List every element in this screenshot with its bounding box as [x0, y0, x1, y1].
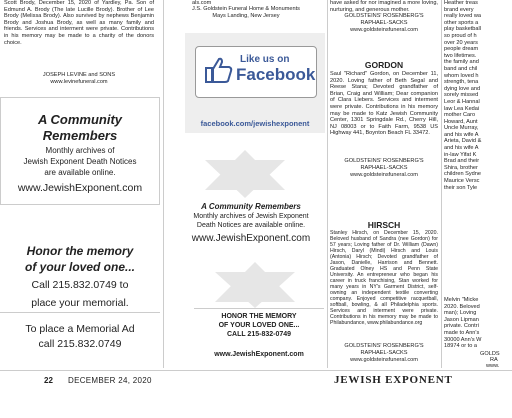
remembers-title-line-1: A Community — [37, 112, 123, 127]
obit-top-url[interactable]: www.goldsteinsfuneral.com — [350, 27, 418, 33]
top-line-3: Mays Landing, New Jersey — [212, 13, 280, 19]
col4-bottom-line: Melvin "Micke — [444, 297, 479, 303]
col4-top-line: really loved wa — [444, 13, 481, 20]
col4-top-line: dying love and — [444, 85, 481, 92]
col4-top-line: Brad and their — [444, 158, 480, 165]
col4-bottom-line: man); Loving — [444, 310, 477, 317]
gordon-home-2: RAPHAEL-SACKS — [360, 165, 408, 171]
col4-home-2: RA — [490, 357, 498, 363]
col4-home: GOLDS — [480, 351, 500, 357]
community-remembers-ad — [0, 97, 160, 205]
remembers-url[interactable]: www.JewishExponent.com — [17, 182, 143, 194]
col4-top-line: over 20 years — [444, 39, 478, 46]
gordon-url[interactable]: www.goldsteinsfuneral.com — [350, 172, 418, 178]
col4-top-line: Leor & Hannal — [444, 98, 480, 105]
col4-bottom-line: made to Ann's — [444, 329, 480, 336]
page-number: 22 — [44, 376, 53, 385]
facebook-brand: Facebook — [236, 65, 316, 84]
funeral-home-name: JOSEPH LEVINE and SONS — [42, 72, 116, 78]
obituary-brody: Scott Brody, December 15, 2020 of Yardley, Pa. Son of Edmund A. Brody (The late Lucille Brody). Brother of Lee Brody (Melissa Brody). Also survived by nephews Benjamin Brody and Joshua Brody, as well as many family and friends. Services and interment were private. Contributions in his memory may be made to a charity of the donors choice. — [4, 0, 154, 46]
star-of-david-icon-2 — [185, 252, 325, 310]
col4-top-line: other sports a — [444, 19, 479, 26]
thumbs-up-icon — [204, 55, 234, 85]
col4-top-line: children Sydne — [444, 171, 482, 178]
column-divider-1 — [163, 0, 164, 368]
col4-top-line: Uncle Murray, — [444, 125, 479, 132]
col4-top-line: brand every — [444, 6, 474, 13]
honor-2-line-1: HONOR THE MEMORY — [221, 313, 297, 320]
remembers-title-2: A Community Remembers — [201, 202, 301, 211]
honor-line-1: Honor the memory — [26, 244, 134, 258]
hirsch-obituary: Stanley Hirsch, on December 15, 2020. Beloved husband of Sandra (nee Gordon) for 57 years; Loving father of Dr. William (Dawn) Hirsch, Daryl (Mindi) Hirsch and Louis (Antonia) Hirsch; Devoted grandfather of Jason, Danielle, Harrison and Bennett. Graduated Olney HS and Penn State University. An entrepreneur who began his career in truck franchising, Stan worked for many years in NY's Garment District, self-owning an independent textile converting company. Enjoyed competitive racquetball, softball, bowling, & all Philadelphia sports. Services and interment were private. Contributions in his memory may be made to Philabundance, www.philabundance.org — [330, 230, 438, 326]
col4-bottom-line: private. Contri — [444, 323, 479, 330]
honor-2-line-3: CALL 215-832-0749 — [226, 331, 292, 338]
col4-top-line: the family and — [444, 59, 479, 66]
col4-top-line: in-law Yifat K — [444, 151, 477, 158]
top-line-2: J.S. Goldstein Funeral Home & Monuments — [192, 6, 300, 12]
remembers-body-2b: Death Notices are available online. — [196, 222, 306, 229]
honor-2-line-2: OF YOUR LOVED ONE... — [218, 322, 300, 329]
col4-top-line: band and chil — [444, 65, 478, 72]
obit-top-home: GOLDSTEINS' ROSENBERG'S — [344, 13, 424, 19]
honor-memory-ad — [0, 236, 160, 300]
col4-top-line: their son Tyle — [444, 184, 478, 191]
gordon-home: GOLDSTEINS' ROSENBERG'S — [344, 158, 424, 164]
hirsch-url[interactable]: www.goldsteinsfuneral.com — [350, 357, 418, 363]
col4-url[interactable]: www. — [486, 363, 500, 369]
remembers-body-3: are available online. — [44, 168, 116, 177]
facebook-ad-box — [195, 46, 317, 98]
top-line-1: als.com — [192, 0, 212, 6]
obit-top-home-2: RAPHAEL-SACKS — [360, 20, 408, 26]
remembers-body-1: Monthly archives of — [45, 146, 115, 155]
col4-top-line: law Lea Kedai — [444, 105, 480, 112]
place-ad-line-1: To place a Memorial Ad — [25, 323, 135, 335]
hirsch-home: GOLDSTEINS' ROSENBERG'S — [344, 343, 424, 349]
column-4-bottom — [444, 297, 512, 350]
star-of-david-icon — [185, 140, 325, 200]
column-4-top — [444, 0, 512, 191]
col4-bottom-line: Jason Lipman — [444, 316, 479, 323]
col4-top-line: Heather treas — [444, 0, 478, 6]
honor-memory-box-2 — [194, 308, 324, 348]
col4-top-line: and his wife A — [444, 131, 479, 138]
remembers-title-line-2: Remembers — [42, 128, 118, 143]
gordon-heading: GORDON — [364, 60, 404, 70]
col4-top-line: whom loved h — [444, 72, 479, 79]
remembers-body-2: Jewish Exponent Death Notices — [23, 157, 137, 166]
col4-top-line: and his wife A — [444, 145, 479, 152]
col4-top-line: Howard, Aunt — [444, 118, 478, 125]
column-divider-3 — [441, 0, 442, 368]
footer-rule — [0, 370, 512, 371]
hirsch-home-2: RAPHAEL-SACKS — [360, 350, 408, 356]
col4-top-line: Arieta, David & — [444, 138, 482, 145]
issue-date: DECEMBER 24, 2020 — [68, 376, 152, 385]
col4-bottom-line: 30000 Ann's W — [444, 336, 482, 343]
funeral-home-url[interactable]: www.levinefuneral.com — [50, 79, 108, 85]
col4-top-line: people dream — [444, 46, 479, 53]
remembers-url-2[interactable]: www.JewishExponent.com — [191, 233, 311, 244]
hirsch-heading: HIRSCH — [367, 220, 401, 230]
gordon-obituary: Saul "Richard" Gordon, on December 11, 2020. Loving father of Beth Segal and Reese Stana; Devoted grandfather of Brian, Craig and William; Dear companion of Clara Liebers. Services and interment were private. Contributions in his memory may be made to Katz Jewish Community Center, 1301 Springdale Rd., Cherry Hill, NJ 08003 or to Faith Farm, 9538 US Highway 441, Boynton Beach FL 33472. — [330, 71, 438, 137]
col4-top-line: strength, tena — [444, 79, 479, 86]
masthead: JEWISH EXPONENT — [334, 374, 453, 386]
obit-top-text: have asked for nor imagined a more loving, nurturing, and generous mother. — [330, 0, 438, 13]
exponent-url-2[interactable]: www.JewishExponent.com — [214, 351, 304, 358]
call-line-1: Call 215.832.0749 to — [31, 279, 129, 291]
col4-top-line: play basketball — [444, 26, 482, 33]
col4-top-line: Maurice Versc — [444, 178, 480, 185]
col4-bottom-line: 2020. Beloved — [444, 303, 480, 310]
facebook-like-text: Like us on — [240, 54, 290, 65]
col4-top-line: sorely missed — [444, 92, 479, 99]
honor-line-2: of your loved one... — [24, 260, 135, 274]
remembers-body-2a: Monthly archives of Jewish Exponent — [193, 213, 309, 220]
col4-top-line: so proud of h — [444, 32, 477, 39]
column-divider-2 — [327, 0, 328, 368]
memorial-ad-box — [0, 312, 160, 360]
place-ad-line-2: call 215.832.0749 — [38, 338, 122, 350]
facebook-ad[interactable] — [185, 33, 325, 133]
col4-top-line: Shira, brother — [444, 164, 478, 171]
col4-top-line: mother Caro — [444, 112, 476, 119]
col4-top-line: two lifetimes. — [444, 52, 477, 59]
call-line-2: place your memorial. — [31, 297, 129, 309]
facebook-url[interactable]: facebook.com/jewishexponent — [200, 119, 310, 128]
col4-bottom-line: 18974 or to a — [444, 343, 477, 350]
